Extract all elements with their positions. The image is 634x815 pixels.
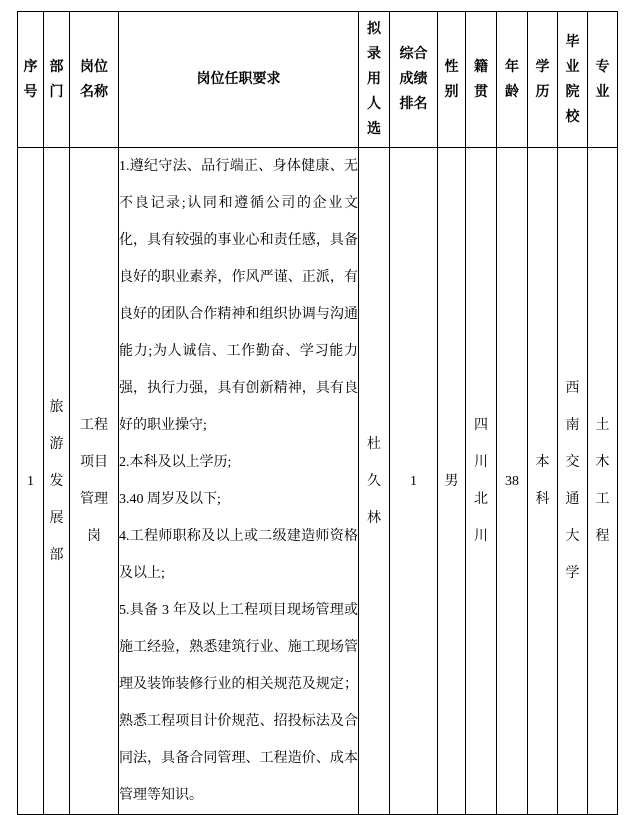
- document-page: [17, 11, 618, 815]
- header-gender: 性 别: [438, 12, 466, 148]
- requirement-item: 5.具备 3 年及以上工程项目现场管理或施工经验，熟悉建筑行业、施工现场管理及装饰装修行业的相关规范及规定； 熟悉工程项目计价规范、招投标法及合同法，具备合同管理、工程造价、成本管理等知识。: [119, 603, 358, 803]
- cell-age: 38: [497, 148, 528, 815]
- requirement-item: 2.本科及以上学历;: [119, 455, 232, 470]
- header-index: 序 号: [18, 12, 44, 148]
- cell-index: 1: [18, 148, 44, 815]
- cell-department: 旅 游 发 展 部: [44, 148, 70, 815]
- header-candidate: 拟 录 用 人 选: [359, 12, 390, 148]
- header-score-rank: 综合 成绩 排名: [390, 12, 438, 148]
- header-native-place: 籍 贯: [466, 12, 497, 148]
- data-row: [18, 148, 618, 815]
- recruitment-table: [17, 11, 618, 815]
- cell-score-rank: 1: [390, 148, 438, 815]
- cell-education: 本 科: [528, 148, 558, 815]
- header-requirements: 岗位任职要求: [119, 12, 359, 148]
- header-position-name: 岗位 名称: [70, 12, 119, 148]
- header-department: 部 门: [44, 12, 70, 148]
- requirement-item: 3.40 周岁及以下;: [119, 492, 221, 507]
- header-major: 专 业: [588, 12, 618, 148]
- cell-position-name: 工程 项目 管理 岗: [70, 148, 119, 815]
- cell-school: 西 南 交 通 大 学: [558, 148, 588, 815]
- header-education: 学 历: [528, 12, 558, 148]
- requirement-item: 1.遵纪守法、品行端正、身体健康、无不良记录;认同和遵循公司的企业文化，具有较强的事业心和责任感，具备良好的职业素养，作风严谨、正派，有良好的团队合作精神和组织协调与沟通能力;为人诚信、工作勤奋、学习能力强，执行力强，具有创新精神，具有良好的职业操守;: [119, 159, 358, 433]
- header-age: 年 龄: [497, 12, 528, 148]
- cell-candidate: 杜 久 林: [359, 148, 390, 815]
- header-school: 毕 业 院 校: [558, 12, 588, 148]
- cell-requirements: [119, 148, 359, 815]
- cell-native-place: 四 川 北 川: [466, 148, 497, 815]
- cell-major: 土 木 工 程: [588, 148, 618, 815]
- cell-gender: 男: [438, 148, 466, 815]
- requirement-item: 4.工程师职称及以上或二级建造师资格及以上;: [119, 529, 358, 581]
- header-row: [18, 12, 618, 148]
